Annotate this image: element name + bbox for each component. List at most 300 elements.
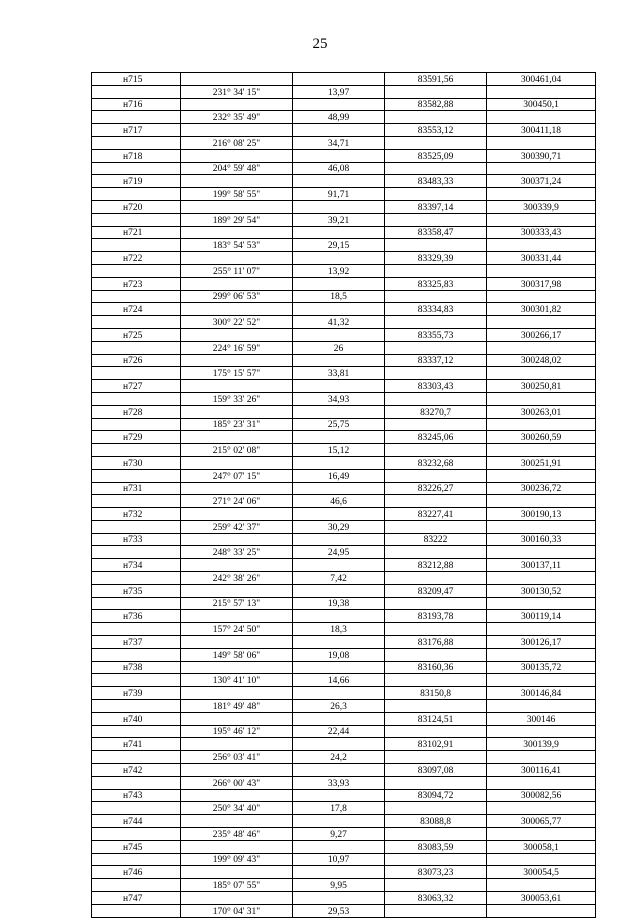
point-name-cell <box>92 495 181 508</box>
distance-cell <box>293 405 385 418</box>
segment-row <box>92 367 596 380</box>
point-row <box>92 303 596 316</box>
distance-cell: 26 <box>293 341 385 354</box>
direction-angle-cell <box>181 124 293 137</box>
direction-angle-cell <box>181 149 293 162</box>
x-coordinate-cell <box>385 341 487 354</box>
point-name-cell: н729 <box>92 431 181 444</box>
distance-cell: 9,95 <box>293 879 385 892</box>
point-name-cell <box>92 546 181 559</box>
point-name-cell: н728 <box>92 405 181 418</box>
y-coordinate-cell: 300236,72 <box>487 482 596 495</box>
x-coordinate-cell: 83329,39 <box>385 252 487 265</box>
y-coordinate-cell <box>487 751 596 764</box>
segment-row <box>92 290 596 303</box>
distance-cell: 26,3 <box>293 700 385 713</box>
distance-cell <box>293 149 385 162</box>
distance-cell: 7,42 <box>293 572 385 585</box>
y-coordinate-cell <box>487 136 596 149</box>
y-coordinate-cell: 300119,14 <box>487 610 596 623</box>
x-coordinate-cell <box>385 444 487 457</box>
direction-angle-cell <box>181 98 293 111</box>
x-coordinate-cell: 83073,23 <box>385 866 487 879</box>
x-coordinate-cell: 83483,33 <box>385 175 487 188</box>
x-coordinate-cell: 83227,41 <box>385 508 487 521</box>
direction-angle-cell: 271° 24' 06" <box>181 495 293 508</box>
point-row <box>92 124 596 137</box>
x-coordinate-cell: 83222 <box>385 533 487 546</box>
point-name-cell <box>92 213 181 226</box>
distance-cell <box>293 789 385 802</box>
point-name-cell: н735 <box>92 584 181 597</box>
x-coordinate-cell <box>385 597 487 610</box>
direction-angle-cell: 255° 11' 07" <box>181 264 293 277</box>
segment-row <box>92 623 596 636</box>
segment-row <box>92 597 596 610</box>
x-coordinate-cell <box>385 188 487 201</box>
point-name-cell <box>92 751 181 764</box>
y-coordinate-cell: 300135,72 <box>487 661 596 674</box>
distance-cell: 10,97 <box>293 853 385 866</box>
direction-angle-cell: 195° 46' 12" <box>181 725 293 738</box>
x-coordinate-cell: 83337,12 <box>385 354 487 367</box>
y-coordinate-cell <box>487 264 596 277</box>
distance-cell <box>293 661 385 674</box>
y-coordinate-cell: 300116,41 <box>487 764 596 777</box>
direction-angle-cell: 248° 33' 25" <box>181 546 293 559</box>
x-coordinate-cell <box>385 623 487 636</box>
y-coordinate-cell <box>487 213 596 226</box>
x-coordinate-cell: 83212,88 <box>385 559 487 572</box>
point-name-cell: н745 <box>92 840 181 853</box>
distance-cell: 46,08 <box>293 162 385 175</box>
point-row <box>92 687 596 700</box>
direction-angle-cell <box>181 354 293 367</box>
y-coordinate-cell: 300390,71 <box>487 149 596 162</box>
x-coordinate-cell: 83325,83 <box>385 277 487 290</box>
y-coordinate-cell: 300263,01 <box>487 405 596 418</box>
point-name-cell: н725 <box>92 328 181 341</box>
segment-row <box>92 213 596 226</box>
y-coordinate-cell: 300139,9 <box>487 738 596 751</box>
point-name-cell <box>92 162 181 175</box>
point-row <box>92 482 596 495</box>
x-coordinate-cell <box>385 700 487 713</box>
segment-row <box>92 239 596 252</box>
y-coordinate-cell <box>487 367 596 380</box>
direction-angle-cell <box>181 456 293 469</box>
x-coordinate-cell: 83063,32 <box>385 892 487 905</box>
point-name-cell: н746 <box>92 866 181 879</box>
direction-angle-cell: 247° 07' 15" <box>181 469 293 482</box>
y-coordinate-cell: 300301,82 <box>487 303 596 316</box>
x-coordinate-cell <box>385 725 487 738</box>
page-number: 25 <box>312 36 328 52</box>
x-coordinate-cell <box>385 136 487 149</box>
point-name-cell: н721 <box>92 226 181 239</box>
distance-cell <box>293 380 385 393</box>
x-coordinate-cell <box>385 648 487 661</box>
x-coordinate-cell: 83124,51 <box>385 712 487 725</box>
segment-row <box>92 572 596 585</box>
point-name-cell: н741 <box>92 738 181 751</box>
point-row <box>92 584 596 597</box>
y-coordinate-cell: 300082,56 <box>487 789 596 802</box>
segment-row <box>92 469 596 482</box>
point-row <box>92 764 596 777</box>
point-row <box>92 431 596 444</box>
distance-cell <box>293 636 385 649</box>
x-coordinate-cell <box>385 674 487 687</box>
distance-cell <box>293 98 385 111</box>
point-row <box>92 456 596 469</box>
segment-row <box>92 444 596 457</box>
segment-row <box>92 495 596 508</box>
direction-angle-cell: 250° 34' 40" <box>181 802 293 815</box>
point-row <box>92 559 596 572</box>
point-row <box>92 533 596 546</box>
segment-row <box>92 85 596 98</box>
x-coordinate-cell <box>385 111 487 124</box>
x-coordinate-cell <box>385 213 487 226</box>
direction-angle-cell: 130° 41' 10" <box>181 674 293 687</box>
y-coordinate-cell: 300461,04 <box>487 73 596 86</box>
distance-cell: 24,2 <box>293 751 385 764</box>
distance-cell: 19,38 <box>293 597 385 610</box>
point-name-cell: н747 <box>92 892 181 905</box>
distance-cell <box>293 456 385 469</box>
x-coordinate-cell <box>385 418 487 431</box>
distance-cell <box>293 354 385 367</box>
direction-angle-cell <box>181 892 293 905</box>
x-coordinate-cell: 83334,83 <box>385 303 487 316</box>
segment-row <box>92 520 596 533</box>
direction-angle-cell: 242° 38' 26" <box>181 572 293 585</box>
distance-cell: 33,81 <box>293 367 385 380</box>
distance-cell <box>293 226 385 239</box>
point-name-cell <box>92 469 181 482</box>
direction-angle-cell: 215° 57' 13" <box>181 597 293 610</box>
direction-angle-cell: 215° 02' 08" <box>181 444 293 457</box>
y-coordinate-cell <box>487 828 596 841</box>
x-coordinate-cell <box>385 264 487 277</box>
direction-angle-cell: 181° 49' 48" <box>181 700 293 713</box>
direction-angle-cell <box>181 840 293 853</box>
y-coordinate-cell <box>487 418 596 431</box>
y-coordinate-cell: 300333,43 <box>487 226 596 239</box>
distance-cell <box>293 482 385 495</box>
segment-row <box>92 546 596 559</box>
x-coordinate-cell <box>385 879 487 892</box>
point-name-cell: н743 <box>92 789 181 802</box>
x-coordinate-cell: 83232,68 <box>385 456 487 469</box>
direction-angle-cell: 235° 48' 46" <box>181 828 293 841</box>
y-coordinate-cell <box>487 188 596 201</box>
direction-angle-cell <box>181 610 293 623</box>
x-coordinate-cell: 83209,47 <box>385 584 487 597</box>
y-coordinate-cell <box>487 239 596 252</box>
segment-row <box>92 700 596 713</box>
y-coordinate-cell: 300126,17 <box>487 636 596 649</box>
y-coordinate-cell: 300331,44 <box>487 252 596 265</box>
point-name-cell: н731 <box>92 482 181 495</box>
distance-cell <box>293 712 385 725</box>
point-name-cell <box>92 367 181 380</box>
direction-angle-cell <box>181 226 293 239</box>
point-row <box>92 892 596 905</box>
direction-angle-cell <box>181 636 293 649</box>
y-coordinate-cell: 300053,61 <box>487 892 596 905</box>
distance-cell <box>293 431 385 444</box>
y-coordinate-cell <box>487 444 596 457</box>
y-coordinate-cell <box>487 392 596 405</box>
segment-row <box>92 802 596 815</box>
distance-cell: 13,97 <box>293 85 385 98</box>
direction-angle-cell: 189° 29' 54" <box>181 213 293 226</box>
point-row <box>92 98 596 111</box>
point-name-cell <box>92 111 181 124</box>
x-coordinate-cell: 83083,59 <box>385 840 487 853</box>
point-row <box>92 789 596 802</box>
point-name-cell <box>92 674 181 687</box>
y-coordinate-cell <box>487 85 596 98</box>
segment-row <box>92 341 596 354</box>
distance-cell <box>293 252 385 265</box>
y-coordinate-cell <box>487 853 596 866</box>
distance-cell: 9,27 <box>293 828 385 841</box>
distance-cell <box>293 584 385 597</box>
point-name-cell <box>92 520 181 533</box>
direction-angle-cell: 185° 07' 55" <box>181 879 293 892</box>
direction-angle-cell <box>181 405 293 418</box>
distance-cell: 30,29 <box>293 520 385 533</box>
y-coordinate-cell <box>487 495 596 508</box>
direction-angle-cell: 216° 08' 25" <box>181 136 293 149</box>
x-coordinate-cell <box>385 316 487 329</box>
direction-angle-cell <box>181 482 293 495</box>
distance-cell <box>293 815 385 828</box>
x-coordinate-cell <box>385 367 487 380</box>
y-coordinate-cell: 300137,11 <box>487 559 596 572</box>
x-coordinate-cell <box>385 802 487 815</box>
distance-cell: 39,21 <box>293 213 385 226</box>
point-name-cell: н716 <box>92 98 181 111</box>
distance-cell <box>293 175 385 188</box>
x-coordinate-cell <box>385 572 487 585</box>
point-name-cell: н719 <box>92 175 181 188</box>
distance-cell <box>293 687 385 700</box>
x-coordinate-cell <box>385 290 487 303</box>
direction-angle-cell <box>181 661 293 674</box>
y-coordinate-cell: 300054,5 <box>487 866 596 879</box>
direction-angle-cell <box>181 789 293 802</box>
point-name-cell <box>92 648 181 661</box>
segment-row <box>92 392 596 405</box>
point-row <box>92 328 596 341</box>
distance-cell <box>293 277 385 290</box>
point-name-cell: н715 <box>92 73 181 86</box>
x-coordinate-cell: 83525,09 <box>385 149 487 162</box>
x-coordinate-cell <box>385 546 487 559</box>
direction-angle-cell: 266° 00' 43" <box>181 776 293 789</box>
segment-row <box>92 879 596 892</box>
point-name-cell: н723 <box>92 277 181 290</box>
direction-angle-cell: 300° 22' 52" <box>181 316 293 329</box>
distance-cell <box>293 892 385 905</box>
y-coordinate-cell <box>487 623 596 636</box>
point-row <box>92 380 596 393</box>
distance-cell <box>293 559 385 572</box>
point-name-cell <box>92 136 181 149</box>
distance-cell: 46,6 <box>293 495 385 508</box>
y-coordinate-cell: 300248,02 <box>487 354 596 367</box>
direction-angle-cell: 299° 06' 53" <box>181 290 293 303</box>
point-name-cell <box>92 802 181 815</box>
direction-angle-cell <box>181 815 293 828</box>
segment-row <box>92 648 596 661</box>
direction-angle-cell: 199° 09' 43" <box>181 853 293 866</box>
distance-cell <box>293 303 385 316</box>
direction-angle-cell <box>181 252 293 265</box>
point-name-cell <box>92 444 181 457</box>
x-coordinate-cell <box>385 85 487 98</box>
x-coordinate-cell: 83355,73 <box>385 328 487 341</box>
y-coordinate-cell: 300130,52 <box>487 584 596 597</box>
direction-angle-cell <box>181 380 293 393</box>
point-name-cell <box>92 597 181 610</box>
direction-angle-cell: 159° 33' 26" <box>181 392 293 405</box>
direction-angle-cell: 231° 34' 15" <box>181 85 293 98</box>
segment-row <box>92 674 596 687</box>
y-coordinate-cell <box>487 879 596 892</box>
point-row <box>92 610 596 623</box>
point-row <box>92 508 596 521</box>
point-row <box>92 226 596 239</box>
direction-angle-cell: 149° 58' 06" <box>181 648 293 661</box>
distance-cell: 24,95 <box>293 546 385 559</box>
distance-cell: 14,66 <box>293 674 385 687</box>
direction-angle-cell <box>181 764 293 777</box>
point-name-cell: н727 <box>92 380 181 393</box>
x-coordinate-cell <box>385 495 487 508</box>
direction-angle-cell <box>181 200 293 213</box>
point-name-cell <box>92 853 181 866</box>
direction-angle-cell <box>181 687 293 700</box>
point-row <box>92 866 596 879</box>
segment-row <box>92 188 596 201</box>
segment-row <box>92 725 596 738</box>
point-name-cell: н730 <box>92 456 181 469</box>
x-coordinate-cell: 83102,91 <box>385 738 487 751</box>
distance-cell: 19,08 <box>293 648 385 661</box>
distance-cell <box>293 508 385 521</box>
x-coordinate-cell: 83303,43 <box>385 380 487 393</box>
point-row <box>92 73 596 86</box>
segment-row <box>92 418 596 431</box>
direction-angle-cell: 199° 58' 55" <box>181 188 293 201</box>
point-name-cell: н717 <box>92 124 181 137</box>
x-coordinate-cell: 83094,72 <box>385 789 487 802</box>
y-coordinate-cell: 300146 <box>487 712 596 725</box>
x-coordinate-cell <box>385 751 487 764</box>
direction-angle-cell <box>181 584 293 597</box>
y-coordinate-cell: 300411,18 <box>487 124 596 137</box>
y-coordinate-cell <box>487 162 596 175</box>
y-coordinate-cell <box>487 520 596 533</box>
point-name-cell <box>92 392 181 405</box>
direction-angle-cell <box>181 738 293 751</box>
direction-angle-cell <box>181 73 293 86</box>
distance-cell: 25,75 <box>293 418 385 431</box>
y-coordinate-cell <box>487 572 596 585</box>
y-coordinate-cell <box>487 111 596 124</box>
y-coordinate-cell: 300266,17 <box>487 328 596 341</box>
x-coordinate-cell: 83088,8 <box>385 815 487 828</box>
point-row <box>92 738 596 751</box>
distance-cell: 91,71 <box>293 188 385 201</box>
y-coordinate-cell: 300317,98 <box>487 277 596 290</box>
y-coordinate-cell <box>487 674 596 687</box>
x-coordinate-cell: 83270,7 <box>385 405 487 418</box>
x-coordinate-cell: 83176,88 <box>385 636 487 649</box>
direction-angle-cell <box>181 533 293 546</box>
distance-cell <box>293 328 385 341</box>
distance-cell: 29,15 <box>293 239 385 252</box>
direction-angle-cell: 204° 59' 48" <box>181 162 293 175</box>
y-coordinate-cell <box>487 648 596 661</box>
y-coordinate-cell: 300251,91 <box>487 456 596 469</box>
y-coordinate-cell <box>487 904 596 917</box>
point-name-cell <box>92 290 181 303</box>
distance-cell <box>293 840 385 853</box>
y-coordinate-cell <box>487 597 596 610</box>
y-coordinate-cell: 300058,1 <box>487 840 596 853</box>
segment-row <box>92 828 596 841</box>
coordinates-table-body <box>92 73 596 918</box>
point-name-cell: н722 <box>92 252 181 265</box>
distance-cell <box>293 200 385 213</box>
distance-cell: 48,99 <box>293 111 385 124</box>
y-coordinate-cell <box>487 469 596 482</box>
distance-cell: 16,49 <box>293 469 385 482</box>
direction-angle-cell: 175° 15' 57" <box>181 367 293 380</box>
point-row <box>92 661 596 674</box>
distance-cell: 41,32 <box>293 316 385 329</box>
y-coordinate-cell <box>487 776 596 789</box>
distance-cell: 29,53 <box>293 904 385 917</box>
y-coordinate-cell: 300250,81 <box>487 380 596 393</box>
distance-cell <box>293 866 385 879</box>
segment-row <box>92 111 596 124</box>
direction-angle-cell <box>181 866 293 879</box>
segment-row <box>92 904 596 917</box>
point-name-cell <box>92 572 181 585</box>
y-coordinate-cell <box>487 341 596 354</box>
direction-angle-cell <box>181 303 293 316</box>
direction-angle-cell: 185° 23' 31" <box>181 418 293 431</box>
x-coordinate-cell: 83226,27 <box>385 482 487 495</box>
point-row <box>92 149 596 162</box>
coordinates-table <box>91 72 596 918</box>
direction-angle-cell: 170° 04' 31" <box>181 904 293 917</box>
y-coordinate-cell: 300339,9 <box>487 200 596 213</box>
point-row <box>92 405 596 418</box>
segment-row <box>92 264 596 277</box>
direction-angle-cell <box>181 712 293 725</box>
distance-cell: 34,93 <box>293 392 385 405</box>
point-name-cell: н737 <box>92 636 181 649</box>
point-row <box>92 277 596 290</box>
